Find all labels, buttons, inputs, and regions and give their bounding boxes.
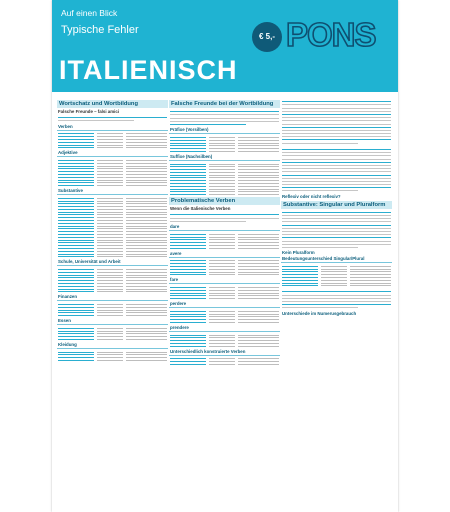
text-line [282,136,391,137]
table-row [170,263,279,264]
table-row [282,285,391,286]
table-row [170,287,279,288]
text-line [282,139,391,140]
text-line [282,221,391,222]
table-row [282,280,391,281]
text-line [282,159,391,160]
text-line [58,117,167,118]
table-row [58,166,167,167]
text-line [58,120,134,121]
text-line [282,143,358,144]
text-block [281,288,392,308]
table-row [170,364,279,365]
subsection-heading: Unterschiede im Numerusgebrauch [282,310,357,316]
text-line [282,130,391,131]
table-row [58,231,167,232]
table-row [58,163,167,164]
table-row [58,360,167,361]
table-row [58,312,167,313]
text-block [57,114,168,121]
subsection-heading: Substantive [58,187,83,193]
text-line [282,237,391,238]
text-line [282,104,391,105]
table-row [58,307,167,308]
column-3 [281,98,392,510]
table-row [282,283,391,284]
table-row [170,164,279,165]
text-line [282,133,391,134]
text-line [282,124,391,125]
table-row [58,272,167,273]
text-line [170,121,279,122]
table-row [170,335,279,336]
text-line [282,117,391,118]
table-row [58,168,167,169]
table-row [170,191,279,192]
text-line [282,178,391,179]
table-row [58,142,167,143]
text-block [281,146,392,192]
table-row [282,266,391,267]
table-row [170,151,279,152]
text-line [282,190,358,191]
vocab-table [169,283,280,299]
subsection-heading: avere [170,250,182,256]
subsection-heading: perdere [170,300,187,306]
text-block [281,98,392,144]
table-row [170,269,279,270]
table-row [170,180,279,181]
section-heading: Wenn die Italienische Verben [170,206,231,212]
section-title: Falsche Freunde bei der Wortbildung [169,100,280,108]
table-row [170,194,279,195]
table-row [58,315,167,316]
table-row [58,209,167,210]
text-line [282,149,391,150]
text-line [282,212,391,213]
text-line [282,120,391,121]
subsection-heading: Finanzen [58,294,78,300]
table-row [170,237,279,238]
content-area [52,92,398,512]
table-row [58,237,167,238]
text-line [282,244,391,245]
text-line [282,168,391,169]
vocab-table [57,130,168,149]
section-title: Problematische Verben [169,197,280,205]
table-row [58,160,167,161]
vocab-table [57,265,168,292]
subsection-heading: Adjektive [58,150,78,156]
table-row [170,137,279,138]
table-row [170,298,279,299]
vocab-table [169,331,280,347]
table-row [170,295,279,296]
text-line [282,307,358,308]
subsection-heading: Bedeutungsunterschied Singular/Plural [282,256,365,262]
table-row [170,319,279,320]
text-line [170,111,279,112]
table-row [58,242,167,243]
table-row [170,311,279,312]
table-row [58,206,167,207]
text-line [282,165,391,166]
table-row [170,266,279,267]
table-row [58,256,167,257]
table-row [58,357,167,358]
table-row [58,145,167,146]
table-row [58,136,167,137]
subsection-heading: Präfixe (Vorsilben) [170,127,209,133]
text-line [282,101,391,102]
vocab-table [57,324,168,340]
table-row [282,274,391,275]
table-row [58,174,167,175]
table-row [58,352,167,353]
table-row [170,248,279,249]
table-row [58,286,167,287]
table-row [282,271,391,272]
table-row [58,245,167,246]
vocab-table [57,348,168,361]
table-row [58,217,167,218]
table-row [58,280,167,281]
text-line [282,231,391,232]
subtitle-auf-einen-blick: Auf einen Blick [61,8,118,18]
text-line [282,234,391,235]
table-row [170,234,279,235]
table-row [170,166,279,167]
table-row [58,339,167,340]
table-row [170,140,279,141]
price-badge: € 5,- [252,22,282,52]
table-row [58,331,167,332]
table-row [58,228,167,229]
text-line [170,218,279,219]
table-row [58,328,167,329]
table-row [58,283,167,284]
page-title: ITALIENISCH [59,55,238,85]
table-row [170,183,279,184]
table-row [170,290,279,291]
vocab-table [169,133,280,152]
pons-logo: PONS [286,16,376,53]
table-row [58,251,167,252]
table-row [58,220,167,221]
table-row [58,171,167,172]
subsection-heading: Kleidung [58,341,77,347]
table-row [58,139,167,140]
section-heading: Falsche Freunde – falsi amici [58,109,120,114]
table-row [170,175,279,176]
text-block [169,211,280,222]
text-line [282,175,391,176]
text-line [282,225,391,226]
subsection-heading: Verben [58,123,73,129]
header-banner [52,0,398,92]
text-line [282,218,391,219]
vocab-table [169,230,280,249]
text-line [282,295,391,296]
table-row [58,198,167,199]
table-row [170,260,279,261]
table-row [170,314,279,315]
table-row [170,186,279,187]
table-row [58,336,167,337]
text-line [282,304,391,305]
table-row [170,143,279,144]
subsection-heading: dare [170,224,180,230]
text-line [282,187,391,188]
vocab-table [169,355,280,365]
vocab-table [281,262,392,286]
text-block [281,209,392,248]
vocab-table [57,194,168,258]
table-row [170,145,279,146]
vocab-table [169,160,280,196]
table-row [170,245,279,246]
text-line [282,162,391,163]
table-row [58,275,167,276]
table-row [58,310,167,311]
table-row [170,293,279,294]
subsection-heading: prendere [170,324,189,330]
text-line [282,155,391,156]
table-row [58,147,167,148]
text-line [282,108,391,109]
text-line [282,181,391,182]
text-line [282,215,391,216]
table-row [58,223,167,224]
vocab-table [169,257,280,276]
table-row [170,274,279,275]
table-row [170,340,279,341]
table-row [58,133,167,134]
table-row [170,172,279,173]
table-row [58,248,167,249]
table-row [58,214,167,215]
text-line [282,301,391,302]
vocab-table [169,307,280,323]
table-row [170,343,279,344]
text-line [170,118,279,119]
subsection-heading: fare [170,277,179,283]
text-line [282,152,391,153]
table-row [170,239,279,240]
text-line [170,221,246,222]
text-line [282,298,391,299]
table-row [58,269,167,270]
text-block [169,108,280,125]
table-row [58,201,167,202]
table-row [58,354,167,355]
table-row [170,148,279,149]
table-row [170,189,279,190]
table-row [282,269,391,270]
column-1 [57,98,168,510]
text-line [282,111,391,112]
table-row [58,291,167,292]
table-row [58,333,167,334]
subsection-heading: Essen [58,317,71,323]
text-line [170,124,246,125]
table-row [58,240,167,241]
text-line [170,114,279,115]
text-line [282,171,391,172]
table-row [58,254,167,255]
table-row [58,185,167,186]
table-row [170,346,279,347]
text-line [282,291,391,292]
table-row [58,180,167,181]
subtitle-typische-fehler: Typische Fehler [61,24,139,36]
section-title: Wortschatz und Wortbildung [57,100,168,108]
section-title: Substantive: Singular und Pluralform [281,201,392,209]
text-line [282,114,391,115]
table-row [58,203,167,204]
text-line [282,184,391,185]
poster-card [52,0,398,512]
table-row [170,322,279,323]
column-2 [169,98,280,510]
subsection-heading: Schule, Universität und Arbeit [58,259,121,265]
table-row [58,226,167,227]
table-row [58,212,167,213]
text-line [282,247,358,248]
table-row [170,169,279,170]
vocab-table [57,300,168,316]
table-row [170,361,279,362]
text-line [282,228,391,229]
subsection-heading: Reflexiv oder nicht reflexiv? [282,193,341,199]
vocab-table [57,156,168,186]
text-line [282,127,391,128]
subsection-heading: Unterschiedlich konstruierte Verben [170,348,246,354]
table-row [58,177,167,178]
table-row [170,272,279,273]
table-row [58,234,167,235]
table-row [58,277,167,278]
table-row [170,177,279,178]
table-row [170,316,279,317]
subsection-heading: Suffixe (Nachsilben) [170,153,213,159]
table-row [58,182,167,183]
table-row [58,304,167,305]
subsection-heading: Kein Pluralform [282,250,315,256]
table-row [58,289,167,290]
table-row [282,277,391,278]
table-row [170,337,279,338]
table-row [170,358,279,359]
table-row [170,242,279,243]
text-line [282,241,391,242]
text-line [170,214,279,215]
